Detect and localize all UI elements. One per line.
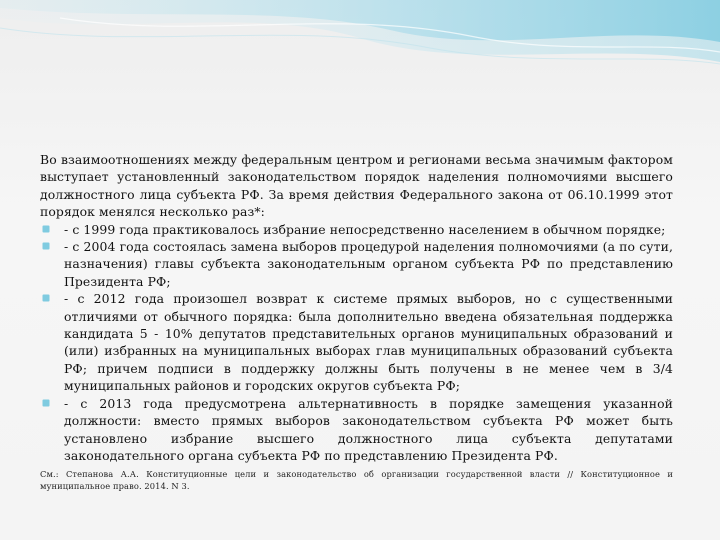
intro-paragraph: Во взаимоотношениях между федеральным центром и регионами весьма значимым фактором выступает установленный законодательством порядок наделения полномочиями высшего должностного лица субъекта РФ. За время действия Федерального закона от 06.10.1999 этот порядок менялся несколько раз*: xyxy=(40,152,673,220)
bullet-list xyxy=(40,221,673,465)
bullet-text: - с 2012 года произошел возврат к системе прямых выборов, но с существенными отличиями от обычного порядка: была дополнительно введена обязательная поддержка кандидата 5 - 10% депутатов представительных органов муниципальных образований и (или) избранных на муниципальных выборах глав муниципальных образований субъекта РФ; причем подписи в поддержку должны быть получены в не менее чем в 3/4 муниципальных районов и городских округов субъекта РФ; xyxy=(64,291,673,394)
bullet-text: - с 2004 года состоялась замена выборов процедурой наделения полномочиями (а по сути, назначения) главы субъекта законодательным органом субъекта РФ по представлению Президента РФ; xyxy=(64,239,673,289)
teal-square-bullet-icon xyxy=(42,225,50,233)
list-item xyxy=(40,221,673,238)
footnote: См.: Степанова А.А. Конституционные цели и законодательство об организации государственной власти // Конституционное и муниципальное право. 2014. N 3. xyxy=(40,469,673,492)
bullet-text: - с 2013 года предусмотрена альтернативность в порядке замещения указанной должности: вместо прямых выборов законодательством субъекта РФ может быть установлено избрание высшего должностного лица субъекта депутатами законодательного органа субъекта РФ по представлению Президента РФ. xyxy=(64,395,673,463)
teal-square-bullet-icon xyxy=(42,399,50,407)
list-item xyxy=(40,238,673,290)
teal-square-bullet-icon xyxy=(42,294,50,302)
teal-square-bullet-icon xyxy=(42,242,50,250)
wave-header-decoration xyxy=(0,0,720,120)
body-text-block xyxy=(40,151,673,492)
bullet-text: - с 1999 года практиковалось избрание непосредственно населением в обычном порядке; xyxy=(64,221,666,237)
list-item xyxy=(40,395,673,465)
list-item xyxy=(40,290,673,394)
